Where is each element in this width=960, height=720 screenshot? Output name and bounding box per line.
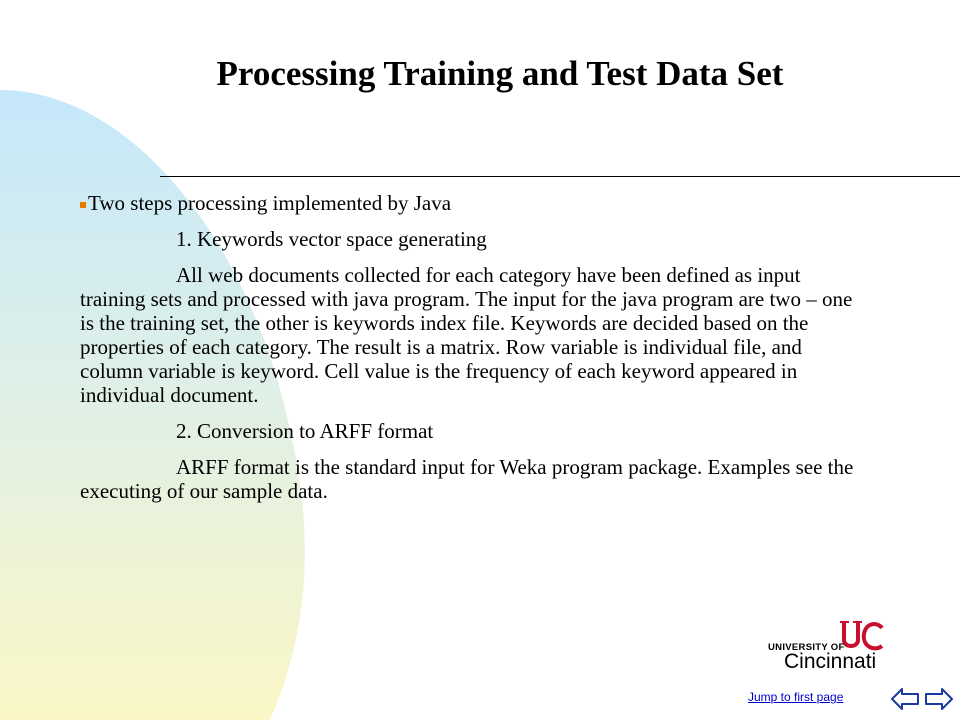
step2-body: ARFF format is the standard input for Weka program package. Examples see the executing of our sample data.: [80, 455, 854, 503]
arrow-right-icon[interactable]: [924, 688, 954, 710]
logo-university-of-text: UNIVERSITY OF: [768, 642, 845, 653]
uc-monogram-icon: [840, 620, 886, 654]
title-divider: [160, 176, 960, 177]
bullet-item: [80, 191, 870, 215]
logo-cincinnati-text: Cincinnati: [784, 650, 877, 673]
slide-body: [80, 191, 870, 515]
step1-body: All web documents collected for each category have been defined as input training sets and processed with java program. The input for the java program are two – one is the training set, the other is keywords index file. Keywords are decided based on the properties of each category. The result is a matrix. Row variable is individual file, and column variable is keyword. Cell value is the frequency of each keyword appeared in individual document.: [80, 263, 853, 407]
step2-heading: 2. Conversion to ARFF format: [176, 419, 434, 443]
slide-title: Processing Training and Test Data Set: [216, 54, 784, 93]
university-logo: [768, 620, 888, 676]
arrow-left-icon[interactable]: [890, 688, 920, 710]
bullet-text: Two steps processing implemented by Java: [88, 191, 452, 215]
step1-heading: 1. Keywords vector space generating: [176, 227, 487, 251]
square-bullet-icon: [80, 202, 86, 208]
jump-to-first-page-link[interactable]: Jump to first page: [748, 690, 844, 704]
